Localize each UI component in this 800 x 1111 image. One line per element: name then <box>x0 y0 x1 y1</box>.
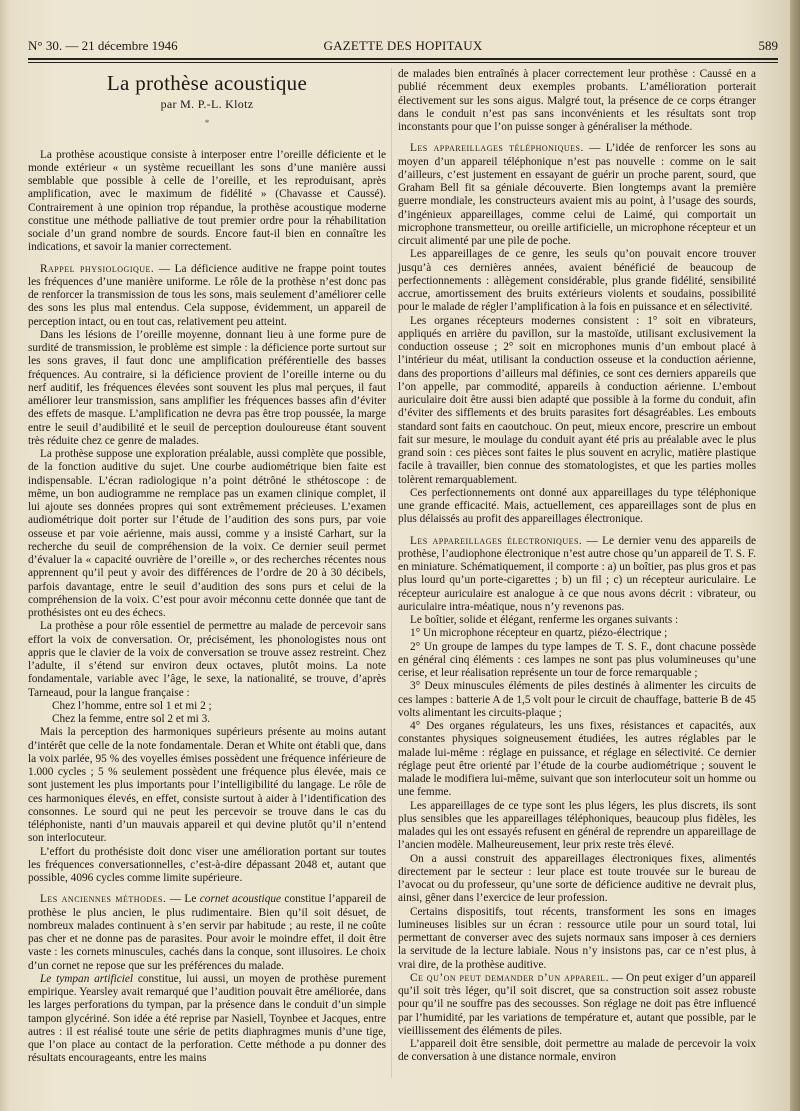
page-binding-edge <box>790 0 800 1111</box>
column-divider <box>391 68 392 1078</box>
paragraph: Les appareillages téléphoniques. — L’idée de renforcer les sons au moyen d’un appareil téléphonique n’est pas nouvelle : comme on le sait d’ailleurs, c’est justement en essayant de guérir un proche parent, sourd, que Graham Bell fit sa géniale découverte. Bien longtemps avant la première guerre mondiale, les constructeurs avaient mis au point, à l’usage des sourds, d’ingénieux appareillages, comme celui de Laimé, qui comportait un microphone transmetteur, ou oreille artificielle, un microphone récepteur et un circuit alimenté par une pile de poche. <box>398 142 756 247</box>
paragraph: Certains dispositifs, tout récents, transforment les sons en images lumineuses lisibles sur un écran : ressource utile pour un sourd total, lui permettant de converser avec des sujets normaux sans imposer à ces derniers la servitude de la lecture labiale. Nous n’y insistons pas, car ce n’est plus, à vrai dire, de la prothèse auditive. <box>398 905 756 971</box>
paragraph: Ces perfectionnements ont donné aux appareillages du type téléphonique une grande efficacité. Mais, actuellement, ces appareillages sont de plus en plus délaissés au profit des appareillages électronique. <box>398 486 756 526</box>
paragraph: On a aussi construit des appareillages électroniques fixes, alimentés directement par le secteur : leur place est toute trouvée sur le bureau de l’avocat ou du professeur, qu’une sorte de déficience auditive ne devrait plus, ainsi, gêner dans l’exercice de leur profession. <box>398 852 756 905</box>
paragraph: Le boîtier, solide et élégant, renferme les organes suivants : <box>410 614 679 626</box>
list-item: Chez la femme, entre sol 2 et mi 3. <box>52 713 211 725</box>
running-header <box>28 38 778 60</box>
list-item: 1° Un microphone récepteur en quartz, piézo-électrique ; <box>410 627 668 640</box>
paragraph: de malades bien entraînés à placer correctement leur prothèse : Caussé en a publié récemment deux exemples probants. L’amélioration porterait électivement sur les sons aigus. Malgré tout, la présence de ce corps étranger dans le conduit n’est pas sans inconvénients et les résultats sont trop inconstants pour que l’on puisse songer à généraliser la méthode. <box>398 68 756 133</box>
paragraph: Les appareillages électroniques. — Le dernier venu des appareils de prothèse, l’audiophone électronique n’est autre chose qu’un appareil de T. S. F. en miniature. Schématiquement, il comporte : a) un boîtier, pas plus gros et pas plus lourd qu’un porte-cigarettes ; b) un fil ; c) un récepteur auriculaire. Le récepteur auriculaire est analogue à ce que nous avons décrit : vibrateur, ou auriculaire intra-méatique, nous n’y revenons pas. <box>398 534 756 613</box>
list-item: 4° Des organes régulateurs, les uns fixes, résistances et capacités, aux constantes physiques soigneusement étudiées, les autres réglables par le malade lui-même : réglage en puissance, et réglage en sélectivité. Ce dernier réglage peut être orienté par l’étude de la courbe audiométrique ; souvent le malade le modifiera lui-même, suivant que son interlocuteur soit un homme ou une femme. <box>398 720 756 799</box>
list-item: Chez l’homme, entre sol 1 et mi 2 ; <box>52 699 212 712</box>
paragraph: Mais la perception des harmoniques supérieurs présente au moins autant d’intérêt que celle de la note fondamentale. Deran et White ont établi que, dans la voix parlée, 95 % des voyelles émises possèdent une fréquence inférieure de 1.000 cycles ; 5 % seulement possèdent une fréquence plus élevée, mais ce sont justement les plus importants pour l’intelligibilité du langage. Le rôle de ces harmoniques élevés, en effet, consiste surtout à aider à l’identification des consonnes. Le sourd qui ne peut les percevoir se trouve dans le cas du téléphoniste, nanti d’un mauvais appareil et qui devine plutôt qu’il n’entend son interlocuteur. <box>28 726 386 845</box>
ornament: * <box>204 118 210 129</box>
paragraph: Les anciennes méthodes. — Le cornet acoustique constitue l’appareil de prothèse le plus ancien, le plus rudimentaire. Bien qu’il soit désuet, de nombreux malades continuent à s’en servir par habitude ; au reste, il ne coûte pas cher et ne donne pas de parasites. Pour avoir le moindre effet, il doit être vaste : les cornets minuscules, cachés dans la conque, sont illusoires. Le choix d’un cornet ne repose que sur les préférences du malade. <box>28 893 387 972</box>
list-item: 2° Un groupe de lampes du type lampes de T. S. F., dont chacune possède en général cinq éléments : ces lampes ne sont pas plus volumineuses qu’une cerise, et leur réalisation représente un tour de force remarquable ; <box>398 640 756 679</box>
paragraph: Les organes récepteurs modernes consistent : 1° soit en vibrateurs, appliqués en arrière du pavillon, sur la mastoïde, utilisant exclusivement la conduction osseuse ; 2° soit en microphones munis d’un embout placé à l’intérieur du méat, utilisant la conduction osseuse et la conduction aérienne, dans des proportions d’ailleurs mal définies, ce sont ces derniers appareils que l’on appelle, par commodité, appareils à conduction aérienne. L’embout auriculaire doit être aussi bien adapté que possible à la forme du conduit, afin d’éviter des sifflements et des bruits parasites fort désagréables. Les embouts standard sont faits en caoutchouc. On peut, mieux encore, prescrire un embout fait sur mesure, le moulage du conduit ayant été pris au préalable avec le plus grand soin : ces pièces sont faites le plus souvent en acrylic, matière plastique facile à travailler, bien connue des stomatologistes, et que les parties molles tolèrent remarquablement. <box>398 314 756 486</box>
section-heading: Les appareillages électroniques. <box>410 534 583 547</box>
left-column <box>28 68 386 1066</box>
section-heading: Les appareillages téléphoniques. <box>410 142 584 155</box>
paragraph: L’effort du prothésiste doit donc viser une amélioration portant sur toutes les fréquences conversationnelles, c’est-à-dire dépassant 2048 et, autant que possible, 4096 cycles comme limite supérieure. <box>28 845 386 884</box>
article-byline: par M. P.-L. Klotz <box>160 97 254 111</box>
paragraph: Le tympan artificiel constitue, lui aussi, un moyen de prothèse purement empirique. Yearsley avait remarqué que l’audition pouvait être améliorée, dans les larges perforations du tympan, par la présence dans le conduit d’un simple tampon glycériné. Son idée a été reprise par Nasiell, Toynbee et Jacques, entre autres : il est réalisé toute une série de petits diaphragmes munis d’une tige, que l’on place au contact de la perforation. Cette méthode a pu donner des résultats encourageants, entre les mains <box>28 972 387 1065</box>
paragraph: La prothèse suppose une exploration préalable, aussi complète que possible, de la fonction auditive du sujet. Une courbe audiométrique bien faite est indispensable. L’écran radiologique n’a point détrôné le sthétoscope : de même, un bon audiogramme ne remplace pas un examen clinique complet, il lui ajoute ses données propres qui sont extrêmement précieuses. L’examen audiométrique doit porter sur l’étude de l’audition des sons purs, par voie osseuse et par voie aérienne, mais aussi, comme y a insisté Carhart, sur la recherche du seuil de compréhension de la voix. Ce dernier seuil permet d’évaluer la « capacité ouvrière de l’oreille », or des recherches récentes nous apprennent qu’il peut y avoir des différences de l’ordre de 20 à 30 décibels, parfois davantage, entre le seuil d’audition des sons purs et celui de la compréhension de la voix. C’est pour avoir méconnu cette donnée que tant de prothésistes ont eu des échecs. <box>28 448 386 619</box>
paragraph: La prothèse acoustique consiste à interposer entre l’oreille déficiente et le monde extérieur « un système recueillant les sons d’une manière aussi semblable que possible à celle de l’oreille, et les reproduisant, après amplification, avec le maximum de fidélité » (Chavasse et Caussé). Contrairement à une opinion trop répandue, la prothèse acoustique moderne constitue une méthode palliative de tout premier ordre pour la réhabilitation sociale d’un grand nombre de sourds. Encore faut-il bien en connaître les indications, et savoir la manier correctement. <box>28 148 386 254</box>
right-column <box>398 68 756 1065</box>
paragraph: Rappel physiologique. — La déficience auditive ne frappe point toutes les fréquences d’une manière uniforme. Le rôle de la prothèse n’est donc pas de renforcer la transmission de tous les sons, mais seulement d’améliorer celle des sons les plus mal entendus. Cela suppose, évidemment, un appareil de perception intact, ou en tout cas, relativement peu atteint. <box>28 262 387 328</box>
paragraph: Ce qu’on peut demander d’un appareil. — On peut exiger d’un appareil qu’il soit très léger, qu’il soit discret, que sa construction soit assez robuste pour qu’il ne souffre pas des secousses. Son réglage ne doit pas être influencé par l’humidité, par les variations de température et, autant que possible, par le vieillissement des éléments de piles. <box>398 971 756 1037</box>
issue-date: N° 30. — 21 décembre 1946 <box>28 38 178 53</box>
section-heading: Les anciennes méthodes. <box>40 893 167 906</box>
section-heading: Rappel physiologique. <box>40 262 155 275</box>
list-item: 3° Deux minuscules éléments de piles destinés à alimenter les circuits de ces lampes : batterie A de 1,5 volt pour le circuit de chauffage, batterie B de 45 volts alimentant les circuits-plaque ; <box>398 680 756 719</box>
page-number: 589 <box>758 38 778 53</box>
journal-title: GAZETTE DES HOPITAUX <box>323 38 483 53</box>
paragraph: Les appareillages de ce genre, les seuls qu’on pouvait encore trouver jusqu’à ces dernières années, avaient bénéficié de beaucoup de perfectionnements : allègement considérable, plus grande fidélité, sensibilité accrue, amortissement des bruits extérieurs violents et soudains, possibilité pour le malade de régler l’amplification à la fois en puissance et en sélectivité. <box>398 248 756 314</box>
paragraph: Dans les lésions de l’oreille moyenne, donnant lieu à une forme pure de surdité de transmission, le problème est simple : la déficience porte surtout sur les sons graves, il faut donc une amplification préférentielle des basses fréquences. Au contraire, si la déficience provient de l’oreille interne ou du nerf auditif, les fréquences élevées sont souvent les plus mal perçues, il faut améliorer leur transmission, sans amplifier les fréquences basses afin d’éviter des effets de masque. L’amplification ne devra pas être trop poussée, la marge entre le seuil d’audibilité et le seuil de perception douloureuse étant souvent très réduite chez ce genre de malades. <box>28 328 386 447</box>
paragraph: Les appareillages de ce type sont les plus légers, les plus discrets, ils sont plus sensibles que les appareillages téléphoniques, beaucoup plus fidèles, les malades qui les ont essayés refusent en général de reprendre un appareillage de l’ancien modèle. Malheureusement, leur prix reste très élevé. <box>398 799 756 852</box>
article-title: La prothèse acoustique <box>106 71 308 95</box>
header-rule-thin <box>28 62 778 63</box>
paragraph: La prothèse a pour rôle essentiel de permettre au malade de percevoir sans effort la voix de conversation. Or, précisément, les phonologistes nous ont appris que le clavier de la voix de conversation se trouve assez restreint. Chez l’adulte, il s’étend sur environ deux octaves, plutôt moins. La note fondamentale, variable avec l’âge, le sexe, la nationalité, se trouve, d’après Tarneaud, pour la langue française : <box>28 620 386 699</box>
section-heading: Ce qu’on peut demander d’un appareil. <box>410 971 609 984</box>
paragraph: L’appareil doit être sensible, doit permettre au malade de percevoir la voix de conversation à une distance normale, environ <box>398 1038 756 1064</box>
header-rule-thick <box>28 58 778 60</box>
article-heading <box>28 70 386 131</box>
